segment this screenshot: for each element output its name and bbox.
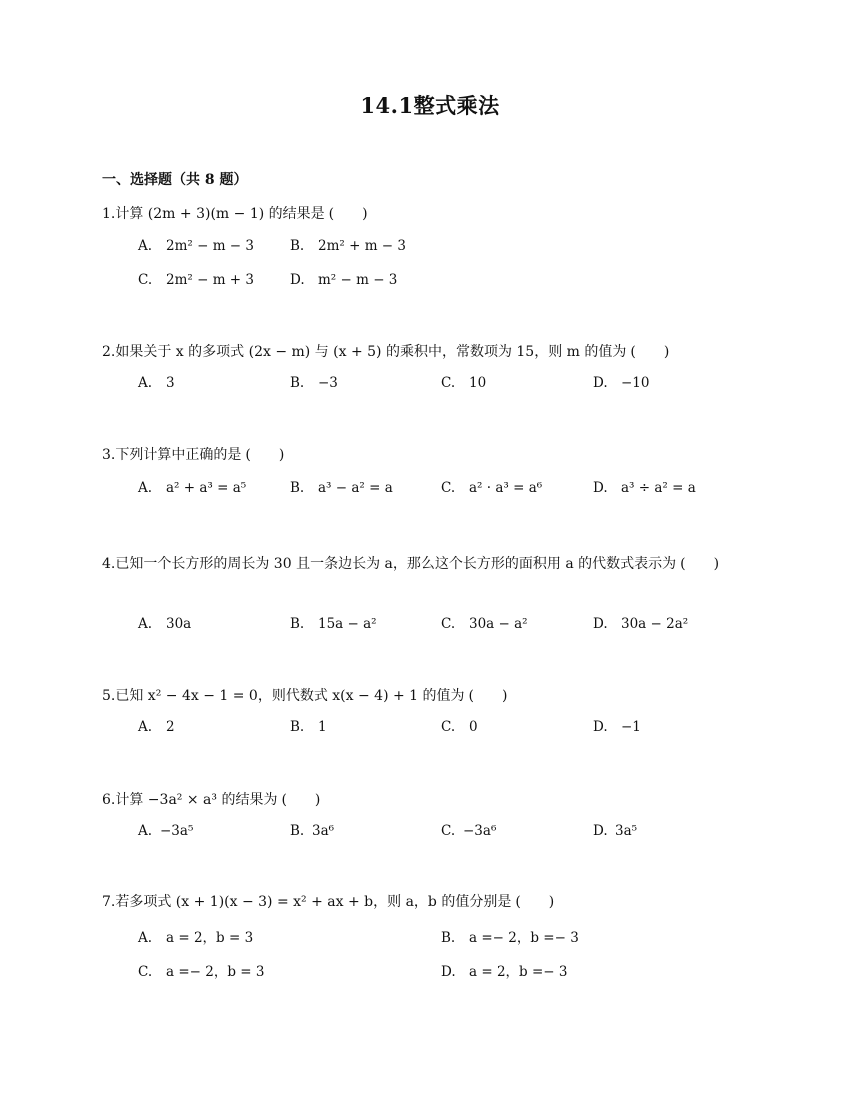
question-7-option-b[interactable] — [441, 926, 579, 946]
question-number: 2. — [102, 344, 116, 360]
option-text: 0 — [469, 719, 478, 735]
option-text: a = 2，b =− 3 — [469, 964, 568, 980]
option-text: 2m² − m + 3 — [166, 272, 254, 288]
question-3-option-c[interactable] — [441, 480, 542, 496]
question-7-stem — [102, 891, 554, 911]
option-label: C. — [441, 823, 456, 839]
question-number: 1. — [102, 206, 116, 222]
question-2-option-a[interactable] — [138, 375, 175, 391]
question-4-option-b[interactable] — [290, 616, 377, 632]
option-text: −3 — [318, 375, 338, 391]
question-1-option-d[interactable] — [290, 272, 397, 288]
option-text: m² − m − 3 — [318, 272, 398, 288]
section-heading: 一、选择题（共 8 题） — [102, 172, 248, 188]
question-3-option-b[interactable] — [290, 480, 393, 496]
option-label: B. — [290, 375, 305, 391]
question-text: 已知 x² − 4x − 1 = 0，则代数式 x(x − 4) + 1 的值为 — [115, 688, 465, 704]
option-label: A. — [138, 238, 153, 254]
question-1-stem — [102, 203, 368, 223]
answer-blank[interactable]: ( ) — [468, 688, 508, 704]
option-label: A. — [138, 616, 153, 632]
option-text: 2m² + m − 3 — [318, 238, 406, 254]
question-4-option-c[interactable] — [441, 616, 528, 632]
question-7-option-c[interactable] — [138, 960, 264, 980]
option-text: a³ − a² = a — [318, 480, 393, 496]
option-label: D. — [593, 616, 608, 632]
answer-blank[interactable]: ( ) — [328, 206, 368, 222]
option-text: −10 — [621, 375, 650, 391]
option-text: 1 — [318, 719, 327, 735]
question-4-stem — [102, 547, 767, 581]
option-text: 30a — [166, 616, 192, 632]
question-text: 计算 −3a² × a³ 的结果为 — [115, 792, 278, 808]
question-5-option-b[interactable] — [290, 719, 327, 735]
option-label: B. — [290, 616, 305, 632]
option-label: C. — [138, 964, 153, 980]
question-5-option-c[interactable] — [441, 719, 478, 735]
question-6-option-b[interactable] — [290, 823, 334, 839]
option-label: A. — [138, 823, 153, 839]
question-4-option-d[interactable] — [593, 616, 688, 632]
question-6-stem — [102, 789, 320, 809]
option-text: 2 — [166, 719, 175, 735]
option-label: D. — [593, 823, 608, 839]
question-7-option-d[interactable] — [441, 960, 567, 980]
question-number: 4. — [102, 556, 116, 572]
option-label: A. — [138, 480, 153, 496]
page-title: 14.1整式乘法 — [360, 93, 500, 118]
question-4-option-a[interactable] — [138, 616, 191, 632]
option-text: a³ ÷ a² = a — [621, 480, 696, 496]
option-label: A. — [138, 930, 153, 946]
question-5-option-a[interactable] — [138, 719, 175, 735]
question-6-option-a[interactable] — [138, 823, 193, 839]
option-label: A. — [138, 719, 153, 735]
option-label: D. — [441, 964, 456, 980]
option-label: B. — [290, 480, 305, 496]
option-text: −3a⁵ — [160, 823, 194, 839]
question-text: 如果关于 x 的多项式 (2x − m) 与 (x + 5) 的乘积中，常数项为 15，则 m 的值为 — [115, 344, 627, 360]
question-text: 下列计算中正确的是 — [115, 447, 242, 463]
option-text: a = 2，b = 3 — [166, 930, 254, 946]
option-text: 2m² − m − 3 — [166, 238, 254, 254]
option-text: −3a⁶ — [463, 823, 497, 839]
question-text: 计算 (2m + 3)(m − 1) 的结果是 — [115, 206, 325, 222]
answer-blank[interactable]: ( ) — [245, 447, 285, 463]
option-text: 30a − a² — [469, 616, 528, 632]
option-label: A. — [138, 375, 153, 391]
question-text: 已知一个长方形的周长为 30 且一条边长为 a，那么这个长方形的面积用 a 的代数式表示为 — [115, 556, 677, 572]
question-2-option-b[interactable] — [290, 375, 338, 391]
option-text: 15a − a² — [318, 616, 377, 632]
option-label: C. — [441, 616, 456, 632]
question-6-option-d[interactable] — [593, 823, 637, 839]
question-number: 3. — [102, 447, 116, 463]
option-text: 3a⁶ — [312, 823, 335, 839]
question-7-option-a[interactable] — [138, 926, 253, 946]
question-2-option-c[interactable] — [441, 375, 486, 391]
option-label: B. — [290, 238, 305, 254]
question-1-option-b[interactable] — [290, 238, 406, 254]
question-3-stem — [102, 444, 284, 464]
answer-blank[interactable]: ( ) — [515, 894, 555, 910]
question-1-option-a[interactable] — [138, 238, 254, 254]
option-label: D. — [593, 375, 608, 391]
option-label: D. — [290, 272, 305, 288]
question-number: 5. — [102, 688, 116, 704]
option-text: a =− 2，b =− 3 — [469, 930, 579, 946]
option-label: B. — [290, 719, 305, 735]
option-text: a =− 2，b = 3 — [166, 964, 265, 980]
option-label: B. — [441, 930, 456, 946]
option-label: C. — [441, 719, 456, 735]
question-number: 6. — [102, 792, 116, 808]
option-label: C. — [138, 272, 153, 288]
question-text: 若多项式 (x + 1)(x − 3) = x² + ax + b，则 a，b 的值分别是 — [115, 894, 512, 910]
question-2-stem — [102, 341, 669, 361]
question-3-option-a[interactable] — [138, 480, 246, 496]
option-text: a² · a³ = a⁶ — [469, 480, 543, 496]
option-text: 10 — [469, 375, 487, 391]
answer-blank[interactable]: ( ) — [281, 792, 321, 808]
option-text: 3a⁵ — [615, 823, 638, 839]
option-label: D. — [593, 480, 608, 496]
option-label: B. — [290, 823, 305, 839]
option-text: 30a − 2a² — [621, 616, 689, 632]
question-1-option-c[interactable] — [138, 272, 254, 288]
question-2-option-d[interactable] — [593, 375, 650, 391]
option-text: −1 — [621, 719, 641, 735]
option-label: C. — [441, 480, 456, 496]
question-number: 7. — [102, 894, 116, 910]
question-3-option-d[interactable] — [593, 480, 696, 496]
question-5-option-d[interactable] — [593, 719, 641, 735]
question-5-stem — [102, 685, 507, 705]
option-label: C. — [441, 375, 456, 391]
question-6-option-c[interactable] — [441, 823, 496, 839]
answer-blank[interactable]: ( ) — [630, 344, 670, 360]
option-text: a² + a³ = a⁵ — [166, 480, 247, 496]
option-text: 3 — [166, 375, 175, 391]
option-label: D. — [593, 719, 608, 735]
answer-blank[interactable]: ( ) — [680, 556, 720, 572]
